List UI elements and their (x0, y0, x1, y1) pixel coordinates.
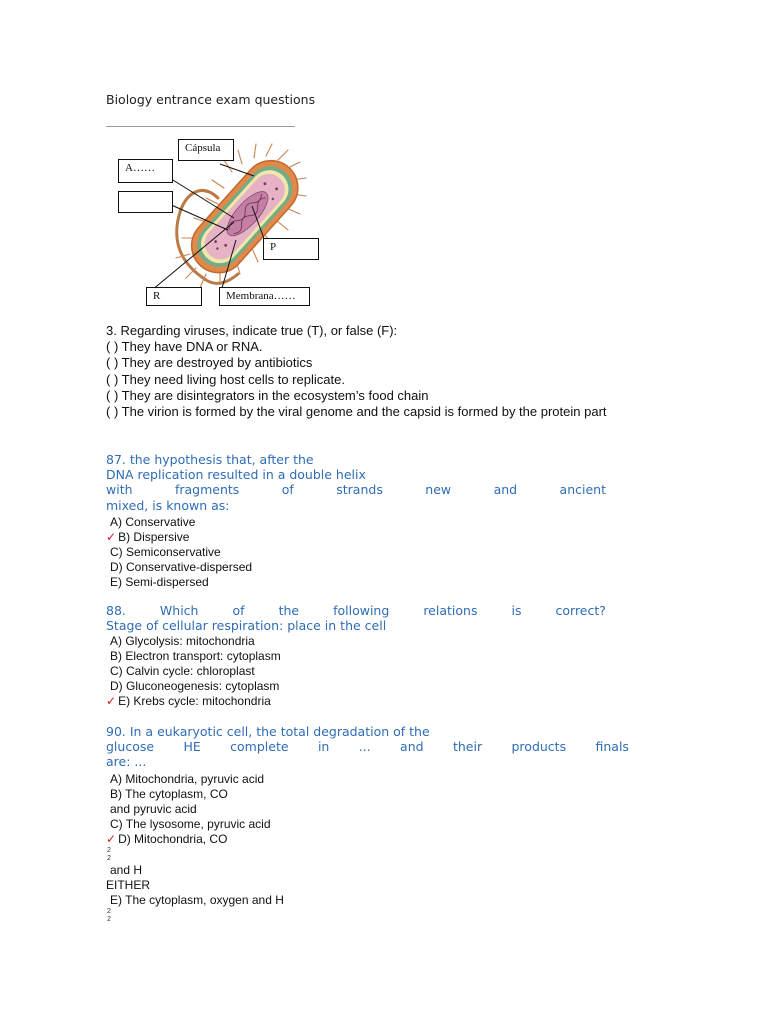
question-90-text: 90. In a eukaryotic cell, the total degradation of the (106, 724, 430, 739)
word: strands (336, 482, 383, 498)
label-capsula: Cápsula (178, 139, 234, 161)
label-a: A…… (118, 159, 173, 183)
option-label: D) Mitochondria, CO (118, 831, 228, 846)
word: ... (358, 739, 371, 755)
question-88 (106, 603, 606, 709)
option-d: D) Gluconeogenesis: cytoplasm (110, 679, 280, 694)
label-r: R (146, 287, 202, 306)
label-membrana: Membrana…… (219, 287, 310, 306)
option-label: E) Krebs cycle: mitochondria (118, 694, 271, 709)
word: following (333, 603, 390, 618)
question-88-text: Stage of cellular respiration: place in the cell (106, 618, 387, 634)
word: HE (183, 739, 201, 755)
option-b: B) Electron transport: cytoplasm (110, 649, 281, 664)
word: products (511, 739, 567, 755)
bacterium-diagram (106, 134, 326, 311)
option-e-correct (106, 694, 606, 709)
word: fragments (174, 482, 240, 498)
word: and (400, 739, 424, 755)
check-icon: ✓ (106, 694, 117, 709)
option-a: A) Conservative (110, 514, 196, 529)
either-text: EITHER (106, 877, 151, 892)
word: 88. (106, 603, 126, 618)
word: of (232, 603, 245, 618)
word: the (278, 603, 300, 618)
cell-body (181, 150, 309, 284)
option-label: B) Dispersive (118, 529, 190, 544)
word: in (317, 739, 330, 755)
word: ancient (559, 482, 606, 498)
option-d-continued: and H (110, 862, 143, 877)
subscript-digit: 2 (107, 907, 111, 915)
question-87-justified-line (106, 482, 606, 497)
question-87-text: DNA replication resulted in a double helix (106, 467, 366, 483)
question-90-justified-line (106, 739, 629, 754)
option-e: E) Semi-dispersed (110, 574, 209, 589)
word: of (281, 482, 294, 498)
word: is (511, 603, 522, 618)
option-d: D) Conservative-dispersed (110, 559, 253, 574)
question-3-title: 3. Regarding viruses, indicate true (T), or false (F): (106, 323, 398, 338)
question-87-text: mixed, is known as: (106, 497, 230, 513)
question-3 (106, 323, 607, 420)
option-a: A) Mitochondria, pyruvic acid (110, 771, 265, 786)
word: complete (230, 739, 289, 755)
question-3-item: ( ) The virion is formed by the viral genome and the capsid is formed by the protein part (106, 403, 607, 419)
title-divider (106, 126, 295, 127)
option-c: C) The lysosome, pyruvic acid (110, 816, 271, 831)
question-90-text: are: ... (106, 754, 147, 770)
word: their (452, 739, 483, 755)
question-3-item: ( ) They have DNA or RNA. (106, 339, 263, 355)
question-3-item: ( ) They need living host cells to replicate. (106, 371, 345, 387)
subscript-digit: 2 (107, 854, 111, 862)
word: relations (423, 603, 478, 618)
option-e: E) The cytoplasm, oxygen and H (110, 892, 284, 907)
word: Which (159, 603, 199, 618)
label-blank (118, 191, 173, 213)
question-3-item: ( ) They are disintegrators in the ecosystem’s food chain (106, 387, 429, 403)
question-87-text: 87. the hypothesis that, after the (106, 452, 314, 467)
option-c: C) Calvin cycle: chloroplast (110, 664, 255, 679)
subscript-digit: 2 (107, 915, 111, 923)
check-icon: ✓ (106, 529, 117, 544)
label-p: P (263, 238, 319, 260)
option-a: A) Glycolysis: mitochondria (110, 634, 255, 649)
question-88-justified-line (106, 603, 606, 618)
question-90 (106, 724, 629, 924)
word: finals (595, 739, 629, 755)
option-d-correct (106, 832, 629, 847)
option-b-continued: and pyruvic acid (110, 801, 197, 816)
subscript-digit: 2 (107, 846, 111, 854)
word: correct? (555, 603, 606, 618)
word: glucose (106, 739, 155, 755)
page-title: Biology entrance exam questions (106, 92, 316, 107)
word: with (106, 482, 133, 498)
question-87 (106, 452, 606, 590)
option-b: B) The cytoplasm, CO (110, 786, 228, 801)
word: and (493, 482, 518, 498)
word: new (425, 482, 452, 498)
option-b-correct (106, 530, 606, 545)
option-c: C) Semiconservative (110, 544, 221, 559)
question-3-item: ( ) They are destroyed by antibiotics (106, 355, 313, 371)
check-icon: ✓ (106, 831, 117, 846)
